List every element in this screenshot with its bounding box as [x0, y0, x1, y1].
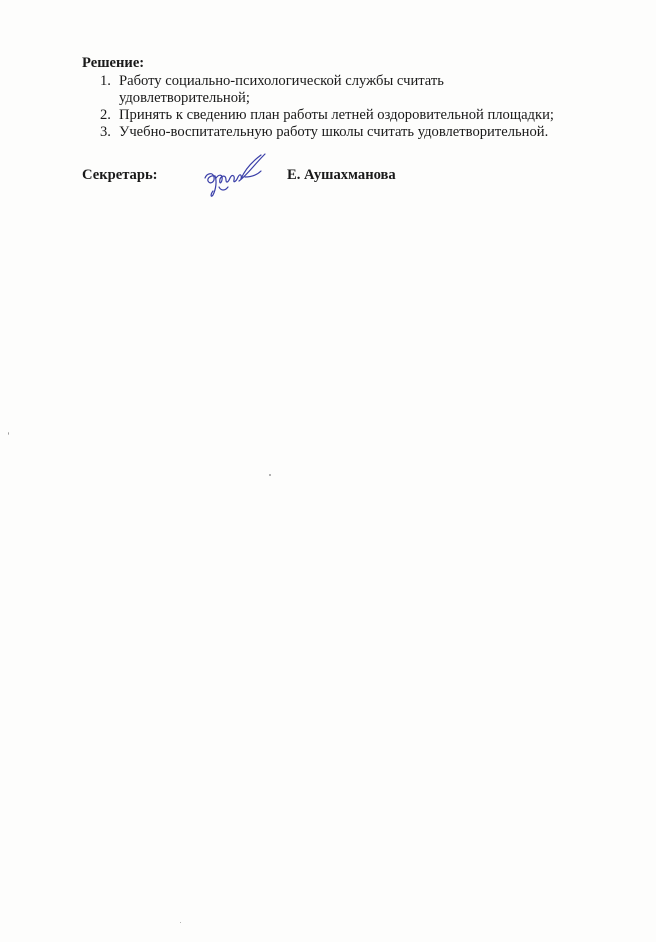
item-word: считать	[396, 73, 444, 89]
signature-label: Секретарь:	[82, 167, 158, 183]
item-text-line-1	[119, 73, 612, 90]
decision-item-3	[82, 124, 612, 141]
signature-block	[82, 163, 612, 213]
scan-speck	[8, 432, 9, 435]
item-word: Работу	[119, 73, 162, 89]
scan-speck	[269, 474, 271, 476]
item-number: 2.	[100, 107, 111, 123]
signatory-name: Е. Аушахманова	[287, 167, 396, 183]
scan-speck	[180, 922, 181, 923]
handwritten-signature	[199, 151, 279, 203]
item-word: службы	[345, 73, 394, 89]
item-text: Учебно-воспитательную работу школы считать удовлетворительной.	[119, 124, 549, 140]
decision-item-1	[82, 73, 612, 107]
item-text-line-2: удовлетворительной;	[119, 90, 250, 106]
item-number: 1.	[100, 73, 111, 89]
decision-heading: Решение:	[82, 55, 145, 71]
item-word: социально-психологической	[165, 73, 342, 89]
decision-section	[82, 55, 612, 141]
decision-item-2	[82, 107, 612, 124]
decision-list	[82, 73, 612, 141]
item-number: 3.	[100, 124, 111, 140]
item-text: Принять к сведению план работы летней оздоровительной площадки;	[119, 107, 554, 123]
